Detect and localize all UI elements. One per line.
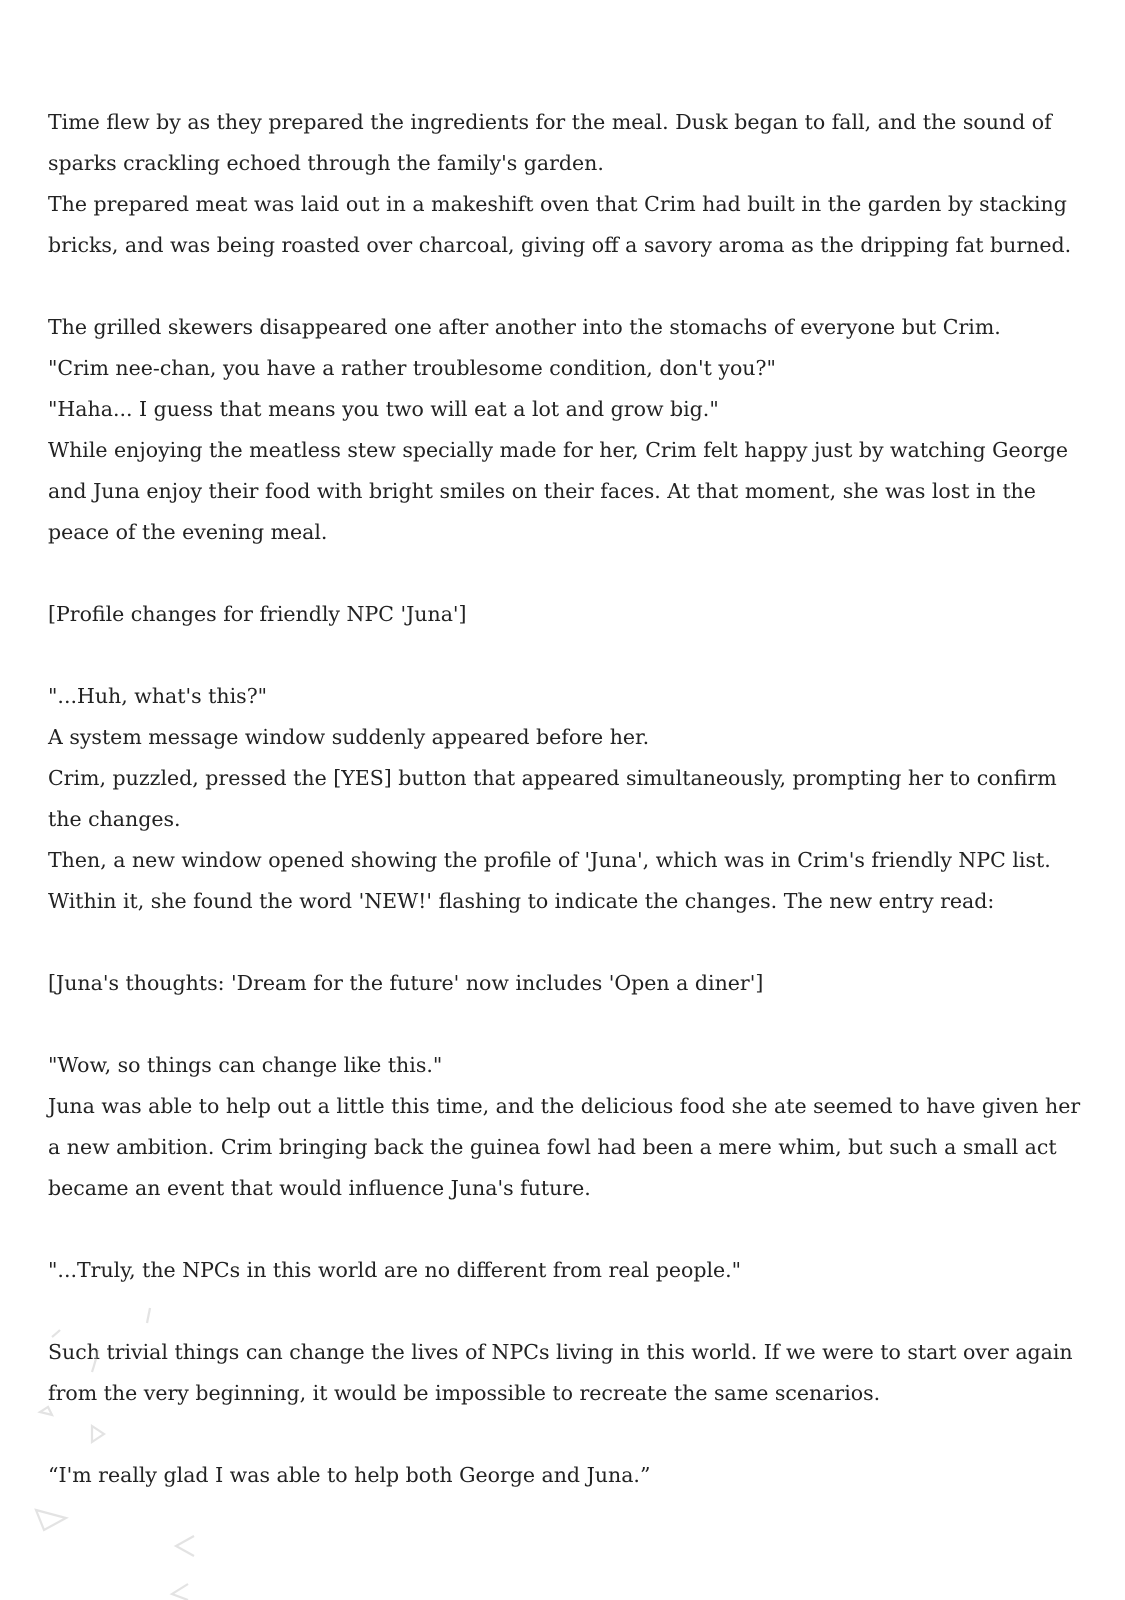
watermark-stroke xyxy=(176,1536,194,1556)
paragraph-yes-button: Crim, puzzled, pressed the [YES] button that appeared simultaneously, prompting her to confirm the changes. xyxy=(48,766,1057,831)
paragraph-skewers: The grilled skewers disappeared one after another into the stomachs of everyone but Crim. xyxy=(48,315,1001,339)
paragraph-spacer xyxy=(48,1209,1088,1250)
dialogue-line: "Crim nee-chan, you have a rather troublesome condition, don't you?" xyxy=(48,356,776,380)
dialogue-line: “I'm really glad I was able to help both George and Juna.” xyxy=(48,1463,651,1487)
paragraph-spacer xyxy=(48,1291,1088,1332)
paragraph-oven: The prepared meat was laid out in a makeshift oven that Crim had built in the garden by stacking bricks, and was being roasted over charcoal, giving off a savory aroma as the dripping fat burned. xyxy=(48,192,1072,257)
paragraph-system-window: A system message window suddenly appeared before her. xyxy=(48,725,650,749)
watermark-stroke xyxy=(36,1510,66,1530)
paragraph-spacer xyxy=(48,635,1088,676)
paragraph-spacer xyxy=(48,1004,1088,1045)
paragraph-trivial-things: Such trivial things can change the lives of NPCs living in this world. If we were to start over again from the very beginning, it would be impossible to recreate the same scenarios. xyxy=(48,1340,1073,1405)
system-message: [Juna's thoughts: 'Dream for the future' now includes 'Open a diner'] xyxy=(48,971,764,995)
paragraph-spacer xyxy=(48,553,1088,594)
paragraph-stew: While enjoying the meatless stew specially made for her, Crim felt happy just by watching George and Juna enjoy their food with bright smiles on their faces. At that moment, she was lost in the peace of the evening meal. xyxy=(48,438,1069,544)
watermark-stroke xyxy=(172,1584,188,1600)
paragraph-ambition: Juna was able to help out a little this time, and the delicious food she ate seemed to have given her a new ambition. Crim bringing back the guinea fowl had been a mere whim, but such a small act became an event that would influence Juna's future. xyxy=(48,1094,1081,1200)
document-body xyxy=(48,102,1088,1496)
dialogue-line: "Haha... I guess that means you two will eat a lot and grow big." xyxy=(48,397,719,421)
dialogue-line: "Wow, so things can change like this." xyxy=(48,1053,443,1077)
system-message: [Profile changes for friendly NPC 'Juna'] xyxy=(48,602,467,626)
dialogue-line: "...Huh, what's this?" xyxy=(48,684,268,708)
paragraph-spacer xyxy=(48,266,1088,307)
dialogue-line: "...Truly, the NPCs in this world are no different from real people." xyxy=(48,1258,742,1282)
paragraph-spacer xyxy=(48,922,1088,963)
paragraph-spacer xyxy=(48,1414,1088,1455)
paragraph-profile: Then, a new window opened showing the profile of 'Juna', which was in Crim's friendly NPC list. Within it, she found the word 'NEW!' flashing to indicate the changes. The new entry read: xyxy=(48,848,1051,913)
paragraph-dusk: Time flew by as they prepared the ingredients for the meal. Dusk began to fall, and the sound of sparks crackling echoed through the family's garden. xyxy=(48,110,1052,175)
